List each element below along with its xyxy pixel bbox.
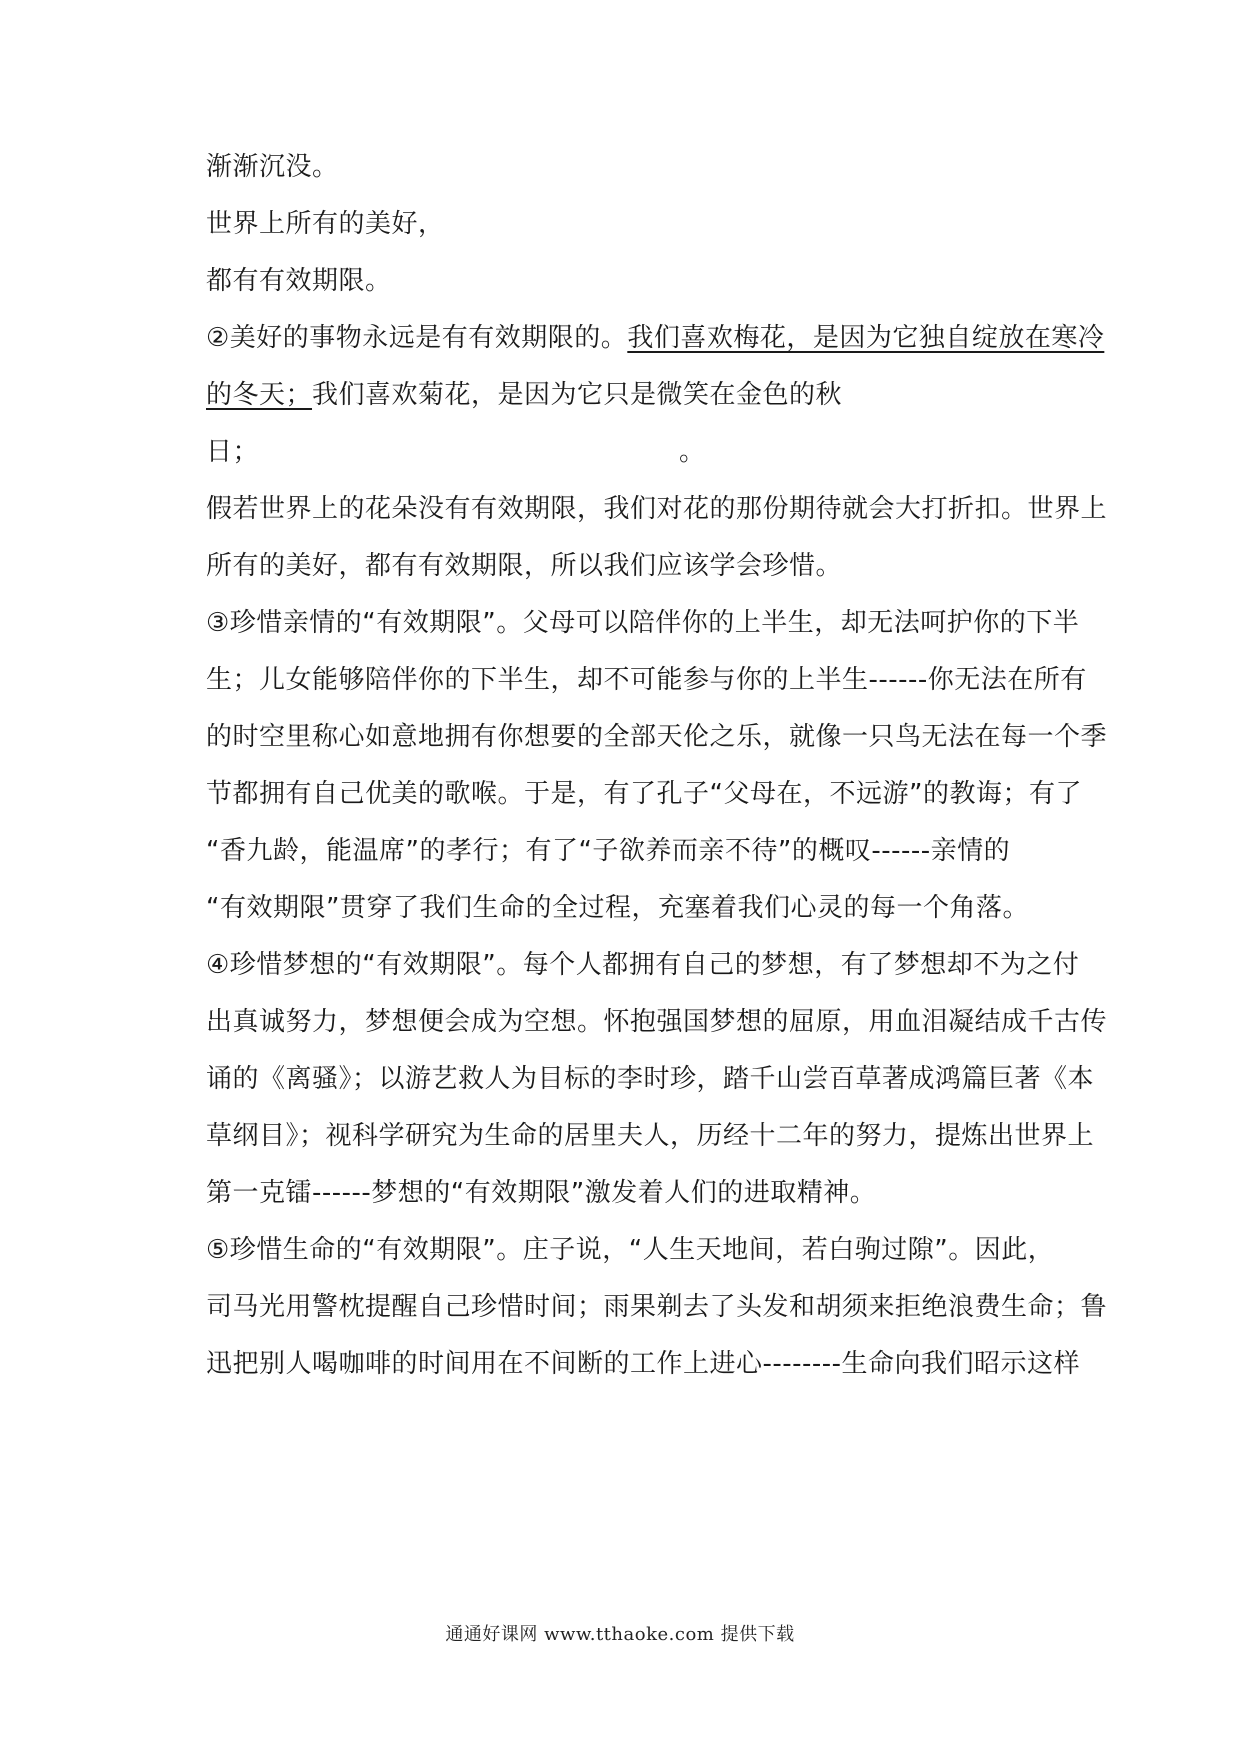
- fill-in-blank-line: [206, 435, 706, 469]
- text-line-content: ③珍惜亲情的“有效期限”。父母可以陪伴你的上半生，却无法呵护你的下半: [206, 608, 1080, 638]
- text-line-content: 迅把别人喝咖啡的时间用在不间断的工作上进心--------生命向我们昭示这样: [206, 1349, 1081, 1379]
- text-line: [206, 549, 842, 583]
- text-line: [206, 321, 1104, 355]
- text-line: [206, 378, 842, 412]
- text-line: [206, 492, 1107, 526]
- text-line-content: 司马光用警枕提醒自己珍惜时间；雨果剃去了头发和胡须来拒绝浪费生命；鲁: [206, 1292, 1108, 1322]
- text-line-content: 出真诚努力，梦想便会成为空想。怀抱强国梦想的屈原，用血泪凝结成千古传: [206, 1007, 1108, 1037]
- text-line-content: 诵的《离骚》；以游艺救人为目标的李时珍，踏千山尝百草著成鸿篇巨著《本: [206, 1064, 1095, 1094]
- text-line-content: 所有的美好，都有有效期限，所以我们应该学会珍惜。: [206, 551, 843, 581]
- text-line-content: 生；儿女能够陪伴你的下半生，却不可能参与你的上半生------你无法在所有: [206, 665, 1087, 695]
- text-line: [206, 891, 1029, 925]
- text-line-content: 草纲目》；视科学研究为生命的居里夫人，历经十二年的努力，提炼出世界上: [206, 1121, 1095, 1151]
- text-line: [206, 948, 1079, 982]
- underlined-text: 我们喜欢梅花，是因为它独自绽放在寒冷: [627, 323, 1105, 353]
- text-line-content: 节都拥有自己优美的歌喉。于是，有了孔子“父母在，不远游”的教诲；有了: [206, 779, 1082, 809]
- text-line: [206, 1233, 1054, 1267]
- text-line: [206, 150, 339, 184]
- text-line-content: 的时空里称心如意地拥有你想要的全部天伦之乐，就像一只鸟无法在每一个季: [206, 722, 1108, 752]
- text-line-content: “有效期限”贯穿了我们生命的全过程，充塞着我们心灵的每一个角落。: [206, 893, 1029, 923]
- blank-end-period: 。: [679, 437, 706, 467]
- text-line-content: 都有有效期限。: [206, 266, 392, 296]
- text-line: [206, 720, 1107, 754]
- text-line: [206, 1005, 1107, 1039]
- text-line: [206, 1290, 1107, 1324]
- text-line-content: 世界上所有的美好，: [206, 209, 445, 239]
- text-line: [206, 1119, 1094, 1153]
- text-line: [206, 1176, 876, 1210]
- text-line-content: ⑤珍惜生命的“有效期限”。庄子说，“人生天地间，若白驹过隙”。因此，: [206, 1235, 1055, 1265]
- text-line: [206, 777, 1082, 811]
- text-line: [206, 1062, 1094, 1096]
- text-line: [206, 606, 1079, 640]
- page-footer: 通通好课网 www.tthaoke.com 提供下载: [445, 1624, 795, 1645]
- text-line-content: ④珍惜梦想的“有效期限”。每个人都拥有自己的梦想，有了梦想却不为之付: [206, 950, 1080, 980]
- underlined-text: 的冬天；: [206, 380, 313, 410]
- text-line-content: 我们喜欢菊花，是因为它只是微笑在金色的秋: [312, 380, 843, 410]
- text-line: [206, 1347, 1080, 1381]
- text-line-content: 渐渐沉没。: [206, 152, 339, 182]
- text-line-content: “香九龄，能温席”的孝行；有了“子欲养而亲不待”的概叹------亲情的: [206, 836, 1011, 866]
- text-line: [206, 834, 1010, 868]
- text-line-content: 第一克镭------梦想的“有效期限”激发着人们的进取精神。: [206, 1178, 877, 1208]
- text-line: [206, 264, 392, 298]
- text-line-content: 日；: [206, 437, 260, 467]
- text-line-content: 假若世界上的花朵没有有效期限，我们对花的那份期待就会大打折扣。世界上: [206, 494, 1108, 524]
- text-line: [206, 207, 445, 241]
- text-line: [206, 663, 1087, 697]
- text-line-content: ②美好的事物永远是有有效期限的。: [206, 323, 628, 353]
